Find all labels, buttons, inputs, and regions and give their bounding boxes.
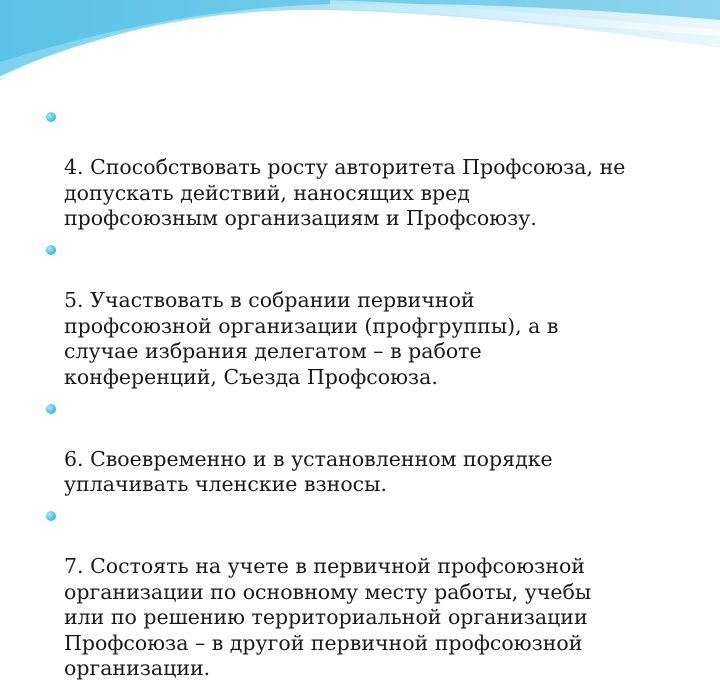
bullet-dot-icon	[46, 245, 56, 255]
bullet-dot-icon	[46, 404, 56, 414]
bullet-item-4	[45, 104, 705, 232]
bullet-item-6	[45, 396, 705, 498]
bullet-text: 4. Способствовать росту авторитета Профсоюза, не допускать действий, наносящих вред профсоюзным организациям и Профсоюзу.	[64, 155, 626, 231]
header-wave-decoration	[0, 0, 720, 110]
bullet-text: 7. Состоять на учете в первичной профсоюзной организации по основному месту работы, учебы или по решению территориальной организации Профсоюза – в другой первичной профсоюзной организации.	[64, 554, 592, 681]
bullet-item-5	[45, 237, 705, 391]
bullet-text: 6. Своевременно и в установленном порядке уплачивать членские взносы.	[64, 446, 553, 497]
bullet-dot-icon	[46, 112, 56, 122]
bullet-text: 5. Участвовать в собрании первичной профсоюзной организации (профгруппы), а в случае избрания делегатом – в работе конференций, Съезда Профсоюза.	[64, 288, 559, 389]
bullet-dot-icon	[46, 511, 56, 521]
bullet-item-7	[45, 503, 705, 682]
bullet-list	[45, 104, 705, 682]
content-area	[45, 104, 705, 687]
